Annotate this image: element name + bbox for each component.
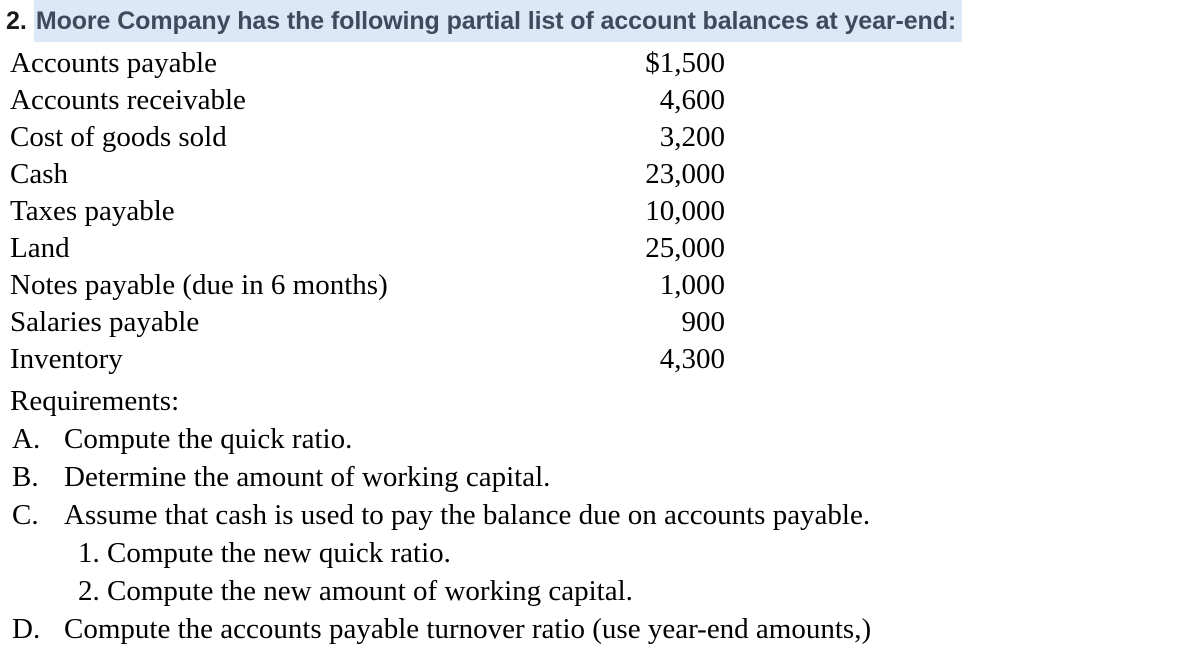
requirement-item-d	[0, 610, 1186, 648]
account-amount: 4,600	[659, 84, 725, 116]
question-header	[0, 0, 1186, 42]
requirement-item-c	[0, 496, 1186, 534]
account-amount: 23,000	[645, 158, 725, 190]
table-row	[0, 304, 760, 341]
account-amount: 900	[681, 306, 725, 338]
requirement-subitem-c2	[0, 572, 1186, 610]
account-name: Inventory	[10, 343, 123, 375]
table-row	[0, 267, 760, 304]
question-number: 2.	[6, 7, 27, 35]
table-row	[0, 193, 760, 230]
account-name: Cash	[10, 158, 68, 190]
requirement-text: Assume that cash is used to pay the balance due on accounts payable.	[64, 499, 871, 531]
requirement-item-b	[0, 458, 1186, 496]
requirements-title: Requirements:	[10, 385, 180, 417]
account-amount: 10,000	[645, 195, 725, 227]
requirement-subitem-c1	[0, 534, 1186, 572]
requirement-letter: C.	[12, 499, 39, 531]
requirement-letter: A.	[12, 423, 41, 455]
requirement-text: Determine the amount of working capital.	[64, 461, 551, 493]
account-amount: $1,500	[645, 47, 725, 79]
table-row	[0, 119, 760, 156]
requirement-text: Compute the quick ratio.	[64, 423, 353, 455]
table-row	[0, 45, 760, 82]
account-name: Accounts payable	[10, 47, 217, 79]
account-name: Cost of goods sold	[10, 121, 227, 153]
question-stem: Moore Company has the following partial list of account balances at year-end:	[34, 0, 962, 42]
requirement-letter: D.	[12, 613, 41, 645]
account-amount: 1,000	[659, 269, 725, 301]
account-amount: 3,200	[659, 121, 725, 153]
account-name: Accounts receivable	[10, 84, 246, 116]
requirement-subitem-text: 1. Compute the new quick ratio.	[78, 537, 451, 569]
table-row	[0, 82, 760, 119]
requirements-section	[0, 382, 1186, 648]
table-row	[0, 230, 760, 267]
account-name: Land	[10, 232, 70, 264]
requirement-letter: B.	[12, 461, 39, 493]
requirement-subitem-text: 2. Compute the new amount of working capital.	[78, 575, 633, 607]
table-row	[0, 341, 760, 378]
account-amount: 25,000	[645, 232, 725, 264]
account-balances-list	[0, 45, 760, 378]
requirement-text: Compute the accounts payable turnover ratio (use year-end amounts,)	[64, 613, 872, 645]
account-amount: 4,300	[659, 343, 725, 375]
account-name: Notes payable (due in 6 months)	[10, 269, 388, 301]
account-name: Taxes payable	[10, 195, 175, 227]
table-row	[0, 156, 760, 193]
requirement-item-a	[0, 420, 1186, 458]
account-name: Salaries payable	[10, 306, 200, 338]
